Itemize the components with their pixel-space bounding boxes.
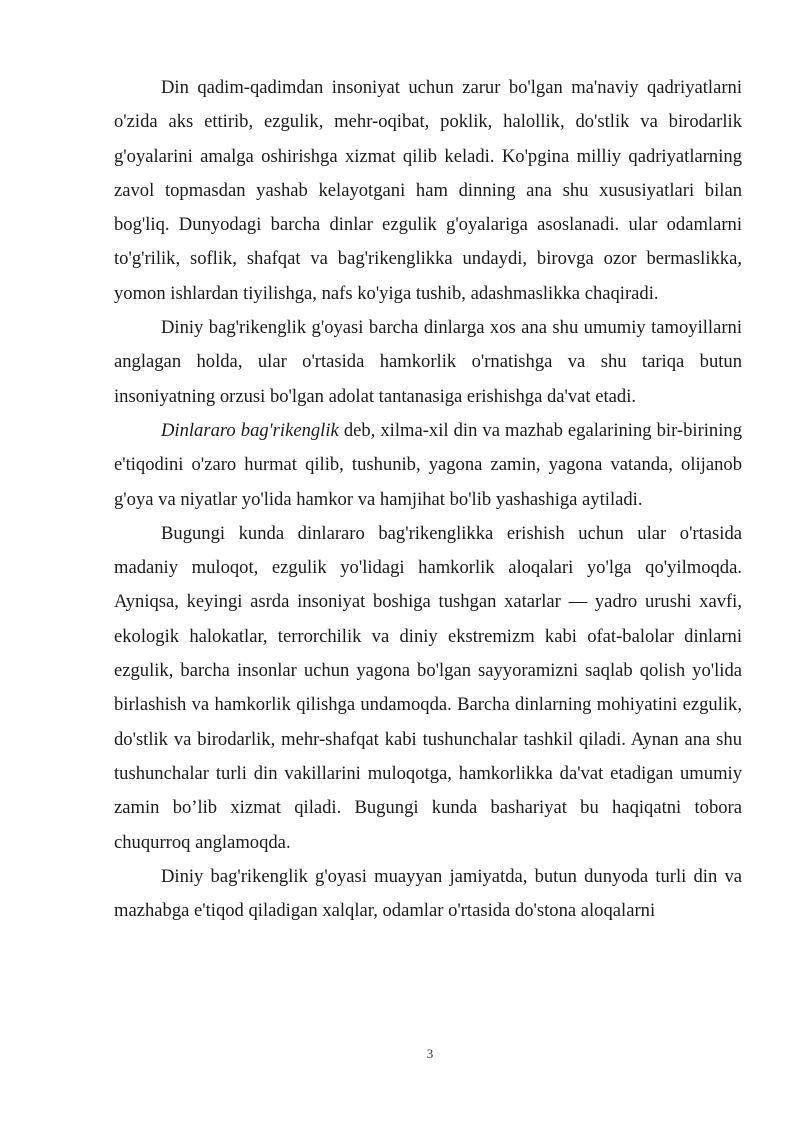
- page-number: 3: [426, 1046, 434, 1061]
- paragraph-3-text: deb, xilma-xil din va mazhab egalarining bir-birining e'tiqodini o'zaro hurmat qilib, tushunib, yagona zamin, yagona vatanda, olijanob g'oya va niyatlar yo'lida hamkor va hamjihat bo'lib yashashiga aytiladi.: [114, 419, 742, 510]
- paragraph-4: Bugungi kunda dinlararo bag'rikenglikka erishish uchun ular o'rtasida madaniy muloqot, ezgulik yo'lidagi hamkorlik aloqalari yo'lga qo'yilmoqda. Ayniqsa, keyingi asrda insoniyat boshiga tushgan xatarlar — yadro urushi xavfi, ekologik halokatlar, terrorchilik va diniy ekstremizm kabi ofat-balolar dinlarni ezgulik, barcha insonlar uchun yagona bo'lgan sayyoramizni saqlab qolish yo'lida birlashish va hamkorlik qilishga undamoqda. Barcha dinlarning mohiyatini ezgulik, do'stlik va birodarlik, mehr-shafqat kabi tushunchalar tashkil qiladi. Aynan ana shu tushunchalar turli din vakillarini muloqotga, hamkorlikka da'vat etadigan umumiy zamin bo’lib xizmat qiladi. Bugungi kunda bashariyat bu haqiqatni tobora chuqurroq anglamoqda.: [114, 522, 742, 853]
- defined-term: Dinlararo bag'rikenglik: [161, 419, 339, 441]
- paragraph-1: Din qadim-qadimdan insoniyat uchun zarur bo'lgan ma'naviy qadriyatlarni o'zida aks ettirib, ezgulik, mehr-oqibat, poklik, halollik, do'stlik va birodarlik g'oyalarini amalga oshirishga xizmat qilib keladi. Ko'pgina milliy qadriyatlarning zavol topmasdan yashab kelayotgani ham dinning ana shu xususiyatlari bilan bog'liq. Dunyodagi barcha dinlar ezgulik g'oyalariga asoslanadi. ular odamlarni to'g'rilik, soflik, shafqat va bag'rikenglikka undaydi, birovga ozor bermaslikka, yomon ishlardan tiyilishga, nafs ko'yiga tushib, adashmaslikka chaqiradi.: [114, 77, 742, 304]
- paragraph-2: Diniy bag'rikenglik g'oyasi barcha dinlarga xos ana shu umumiy tamoyillarni anglagan holda, ular o'rtasida hamkorlik o'rnatishga va shu tariqa butun insoniyatning orzusi bo'lgan adolat tantanasiga erishishga da'vat etadi.: [114, 317, 742, 407]
- paragraph-5: Diniy bag'rikenglik g'oyasi muayyan jamiyatda, butun dunyoda turli din va mazhabga e'tiqod qiladigan xalqlar, odamlar o'rtasida do'stona aloqalarni: [114, 865, 742, 922]
- body-text: [114, 71, 742, 928]
- paragraph-3: [114, 414, 742, 517]
